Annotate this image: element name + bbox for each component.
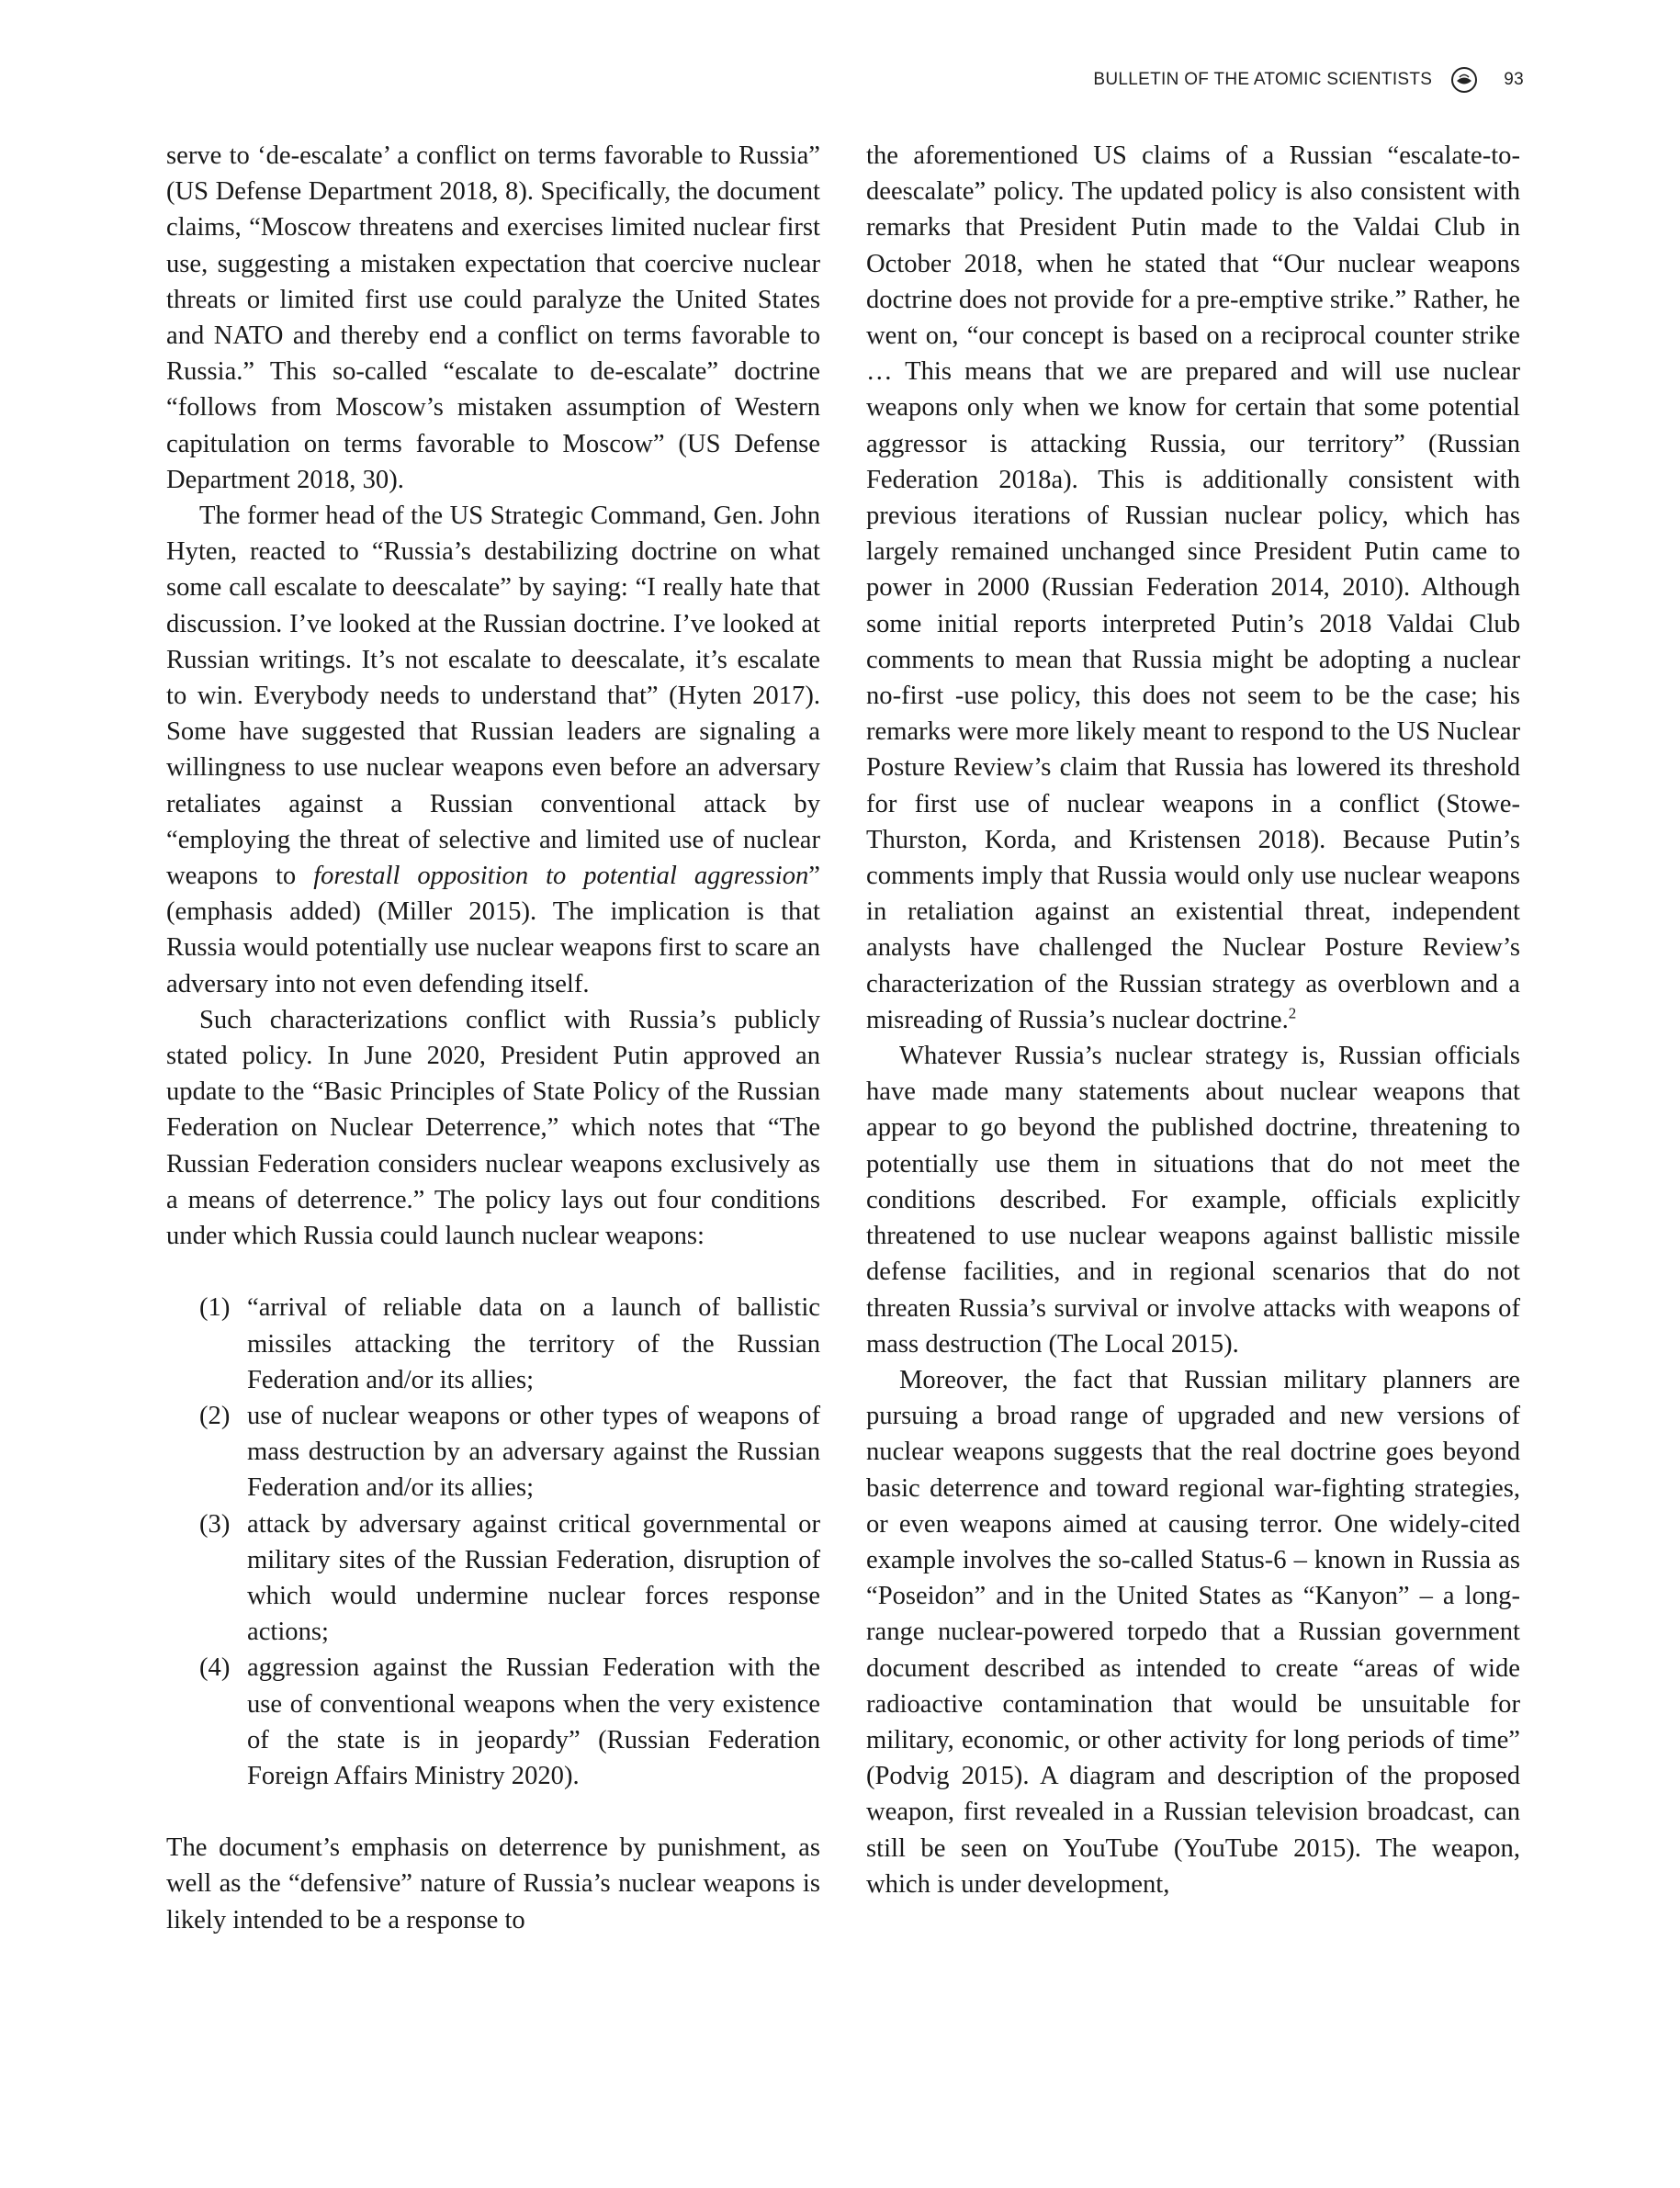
footnote-marker[interactable]: 2 [1288,1004,1297,1022]
paragraph-text: the aforementioned US claims of a Russian “escalate-to-deescalate” policy. The updated policy is also consistent with remarks that President Putin made to the Valdai Club in October 2018, when he stated that “Our nuclear weapons doctrine does not provide for a pre-emptive strike.” Rather, he went on, “our concept is based on a reciprocal counter strike … This means that we are prepared and will use nuclear weapons only when we know for certain that some potential aggressor is attacking Russia, our territory” (Russian Federation 2018a). This is additionally consistent with previous iterations of Russian nuclear policy, which has largely remained unchanged since President Putin came to power in 2000 (Russian Federation 2014, 2010). Although some initial reports interpreted Putin’s 2018 Valdai Club comments to mean that Russia might be adopting a nuclear no-first -use policy, this does not seem to be the case; his remarks were more likely meant to respond to the US Nuclear Posture Review’s claim that Russia has lowered its threshold for first use of nuclear weapons in a conflict (Stowe-Thurston, Korda, and Kristensen 2018). Because Putin’s comments imply that Russia would only use nuclear weapons in retaliation against an existential threat, independent analysts have challenged the Nuclear Posture Review’s characterization of the Russian strategy as overblown and a misreading of Russia’s nuclear doctrine. [866,141,1520,1034]
publisher-logo-icon [1450,66,1478,94]
list-item [166,1650,820,1794]
paragraph: The document’s emphasis on deterrence by punishment, as well as the “defensive” nature of Russia’s nuclear weapons is likely intended to be a response to [166,1833,820,1934]
paragraph: serve to ‘de-escalate’ a conflict on terms favorable to Russia” (US Defense Department 2018, 8). Specifically, the document claims, “Moscow threatens and exercises limited nuclear first use, suggesting a mistaken expectation that coercive nuclear threats or limited first use could paralyze the United States and NATO and thereby end a conflict on terms favorable to Russia.” This so-called “escalate to de-escalate” doctrine “follows from Moscow’s mistaken assumption of Western capitulation on terms favorable to Moscow” (US Defense Department 2018, 30). [166,141,820,494]
paragraph-text: The former head of the US Strategic Command, Gen. John Hyten, reacted to “Russia’s destabilizing doctrine on what some call escalate to deescalate” by saying: “I really hate that discussion. I’ve looked at the Russian doctrine. I’ve looked at Russian writings. It’s not escalate to deescalate, it’s escalate to win. Everybody needs to understand that” (Hyten 2017). Some have suggested that Russian leaders are signaling a willingness to use nuclear weapons even before an adversary retaliates against a Russian conventional attack by “employing the threat of selective and limited use of nuclear weapons to [166,502,820,891]
paragraph: Whatever Russia’s nuclear strategy is, Russian officials have made many statements about nuclear weapons that appear to go beyond the published doctrine, threatening to potentially use them in situations that do not meet the conditions described. For example, officials explicitly threatened to use nuclear weapons against ballistic missile defense facilities, and in regional scenarios that do not threaten Russia’s survival or involve attacks with weapons of mass destruction (The Local 2015). [866,1042,1520,1359]
list-item-text: use of nuclear weapons or other types of weapons of mass destruction by an adversary against the Russian Federation and/or its allies; [247,1401,820,1503]
right-column [866,138,1520,1902]
conditions-list [166,1290,820,1794]
left-column [166,138,820,1938]
emphasized-text: forestall opposition to potential aggression [313,862,809,891]
paragraph: Such characterizations conflict with Russia’s publicly stated policy. In June 2020, President Putin approved an update to the “Basic Principles of State Policy of the Russian Federation on Nuclear Deterrence,” which notes that “The Russian Federation considers nuclear weapons exclusively as a means of deterrence.” The policy lays out four conditions under which Russia could launch nuclear weapons: [166,1005,820,1251]
list-number: (2) [199,1401,231,1430]
list-item-text: aggression against the Russian Federation with the use of conventional weapons when the very existence of the state is in jeopardy” (Russian Federation Foreign Affairs Ministry 2020). [247,1653,820,1790]
list-item-text: “arrival of reliable data on a launch of ballistic missiles attacking the territory of the Russian Federation and/or its allies; [247,1293,820,1394]
paragraph [166,498,820,1002]
list-item-text: attack by adversary against critical governmental or military sites of the Russian Federation, disruption of which would undermine nuclear forces response actions; [247,1509,820,1647]
list-number: (4) [199,1653,231,1683]
page-number: 93 [1504,70,1524,89]
paragraph-text: ” (emphasis added) (Miller 2015). The implication is that Russia would potentially use nuclear weapons first to scare an adversary into not even defending itself. [166,862,820,998]
list-item [166,1398,820,1506]
paragraph [866,138,1520,1038]
running-header [1093,66,1524,94]
list-number: (3) [199,1509,231,1539]
paragraph: Moreover, the fact that Russian military planners are pursuing a broad range of upgraded and new versions of nuclear weapons suggests that the real doctrine goes beyond basic deterrence and toward regional war-fighting strategies, or even weapons aimed at causing terror. One widely-cited example involves the so-called Status-6 – known in Russia as “Poseidon” and in the United States as “Kanyon” – a long-range nuclear-powered torpedo that a Russian government document described as intended to create “areas of wide radioactive contamination that would be unsuitable for military, economic, or other activity for long periods of time” (Podvig 2015). A diagram and description of the proposed weapon, first revealed in a Russian television broadcast, can still be seen on YouTube (YouTube 2015). The weapon, which is under development, [866,1365,1520,1899]
list-item [166,1506,820,1651]
list-item [166,1290,820,1398]
list-number: (1) [199,1293,231,1323]
journal-title: BULLETIN OF THE ATOMIC SCIENTISTS [1093,70,1433,89]
